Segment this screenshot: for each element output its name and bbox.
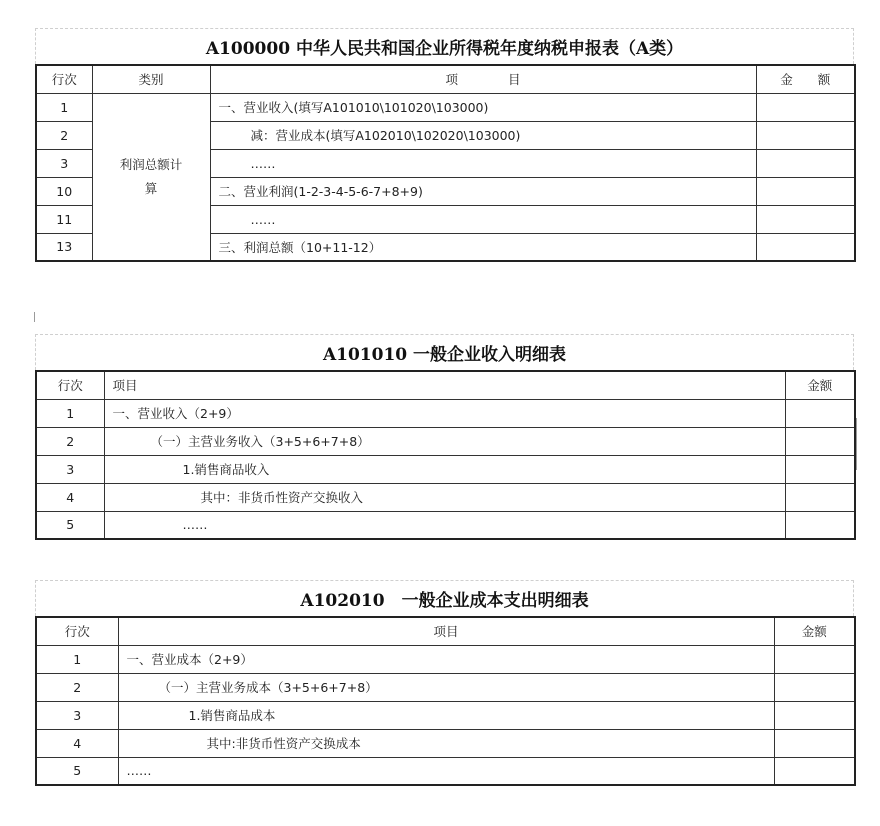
- amount-cell[interactable]: [756, 233, 855, 261]
- tax-return-title-box: [35, 28, 854, 64]
- cost-detail-title-box: [35, 580, 854, 616]
- category-label-line1: 利润总额计: [119, 156, 183, 172]
- item-cell: 1.销售商品成本: [118, 701, 774, 729]
- item-cell: 一、营业收入(填写A101010\101020\103000): [210, 93, 756, 121]
- row-number: 2: [36, 121, 92, 149]
- amount-cell[interactable]: [774, 645, 855, 673]
- tax-return-title: A100000 中华人民共和国企业所得税年度纳税申报表（A类）: [205, 39, 684, 59]
- amount-cell[interactable]: [774, 757, 855, 785]
- table-header-row: [36, 617, 855, 645]
- table-row: [36, 93, 855, 121]
- item-cell: ……: [210, 149, 756, 177]
- item-cell: 其中:非货币性资产交换成本: [118, 729, 774, 757]
- row-number: 10: [36, 177, 92, 205]
- row-number: 2: [36, 673, 118, 701]
- table-row: [36, 483, 855, 511]
- category-cell: [92, 93, 210, 261]
- table-row: [36, 511, 855, 539]
- item-cell: 减：营业成本(填写A102010\102020\103000): [210, 121, 756, 149]
- table-row: [36, 427, 855, 455]
- category-label-line2: 算: [144, 180, 158, 196]
- item-cell: 1.销售商品收入: [104, 455, 785, 483]
- header-row-no: 行次: [36, 617, 118, 645]
- amount-cell[interactable]: [785, 455, 855, 483]
- row-number: 1: [36, 399, 104, 427]
- header-amount: 金额: [785, 371, 855, 399]
- cost-detail-table: [35, 616, 856, 786]
- header-category: 类别: [92, 65, 210, 93]
- row-number: 3: [36, 455, 104, 483]
- amount-cell[interactable]: [774, 729, 855, 757]
- tax-return-table-block: [35, 28, 854, 262]
- row-number: 4: [36, 729, 118, 757]
- income-detail-table: [35, 370, 856, 540]
- tax-return-table: [35, 64, 856, 262]
- table-row: [36, 701, 855, 729]
- row-number: 3: [36, 149, 92, 177]
- row-number: 3: [36, 701, 118, 729]
- row-number: 11: [36, 205, 92, 233]
- header-amount: 金额: [774, 617, 855, 645]
- amount-cell[interactable]: [785, 511, 855, 539]
- margin-mark: [34, 312, 35, 322]
- cost-detail-title: A102010 一般企业成本支出明细表: [300, 591, 589, 611]
- item-cell: 一、营业收入（2+9）: [104, 399, 785, 427]
- item-cell: （一）主营业务成本（3+5+6+7+8）: [118, 673, 774, 701]
- row-number: 5: [36, 757, 118, 785]
- header-item: 项 目: [210, 65, 756, 93]
- table-header-row: [36, 371, 855, 399]
- income-detail-title: A101010 一般企业收入明细表: [322, 345, 567, 365]
- row-number: 2: [36, 427, 104, 455]
- amount-cell[interactable]: [756, 205, 855, 233]
- amount-cell[interactable]: [756, 149, 855, 177]
- table-row: [36, 645, 855, 673]
- item-cell: ……: [210, 205, 756, 233]
- cost-detail-table-block: [35, 580, 854, 786]
- item-cell: ……: [104, 511, 785, 539]
- table-row: [36, 673, 855, 701]
- header-item: 项目: [104, 371, 785, 399]
- table-row: [36, 399, 855, 427]
- amount-cell[interactable]: [756, 177, 855, 205]
- header-item: 项目: [118, 617, 774, 645]
- table-row: [36, 729, 855, 757]
- header-row-no: 行次: [36, 65, 92, 93]
- item-cell: （一）主营业务收入（3+5+6+7+8）: [104, 427, 785, 455]
- item-cell: ……: [118, 757, 774, 785]
- header-row-no: 行次: [36, 371, 104, 399]
- amount-cell[interactable]: [756, 121, 855, 149]
- item-cell: 三、利润总额（10+11-12）: [210, 233, 756, 261]
- table-row: [36, 455, 855, 483]
- amount-cell[interactable]: [774, 673, 855, 701]
- amount-cell[interactable]: [774, 701, 855, 729]
- row-number: 13: [36, 233, 92, 261]
- row-number: 1: [36, 645, 118, 673]
- item-cell: 一、营业成本（2+9）: [118, 645, 774, 673]
- amount-cell[interactable]: [785, 399, 855, 427]
- table-header-row: [36, 65, 855, 93]
- row-number: 4: [36, 483, 104, 511]
- header-amount: 金 额: [756, 65, 855, 93]
- income-detail-title-box: [35, 334, 854, 370]
- table-row: [36, 757, 855, 785]
- income-detail-table-block: [35, 334, 854, 540]
- item-cell: 二、营业利润(1-2-3-4-5-6-7+8+9): [210, 177, 756, 205]
- amount-cell[interactable]: [785, 427, 855, 455]
- amount-cell[interactable]: [785, 483, 855, 511]
- row-number: 5: [36, 511, 104, 539]
- row-number: 1: [36, 93, 92, 121]
- item-cell: 其中：非货币性资产交换收入: [104, 483, 785, 511]
- margin-mark: [856, 418, 857, 470]
- amount-cell[interactable]: [756, 93, 855, 121]
